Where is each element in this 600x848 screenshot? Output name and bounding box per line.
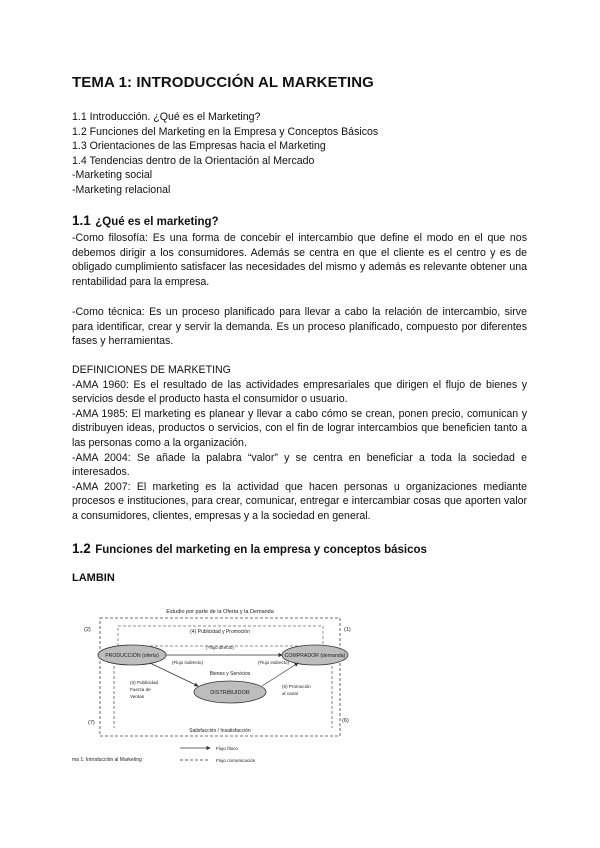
section-number: 1.2: [72, 541, 91, 556]
diagram-flujo-directo-label: (*flujo directo): [206, 645, 234, 650]
section-heading-text: Funciones del marketing en la empresa y conceptos básicos: [95, 544, 427, 556]
definition-item: -AMA 1960: Es el resultado de las actividades empresariales que dirigen el flujo de bienes y servicios desde el producto hasta el consumidor o usuario.: [72, 378, 527, 406]
section-number: 1.1: [72, 213, 91, 228]
toc-item: 1.1 Introducción. ¿Qué es el Marketing?: [72, 111, 261, 123]
definition-item: -AMA 2004: Se añade la palabra “valor” y se centra en beneficiar a toda la sociedad e interesados.: [72, 451, 527, 479]
lambin-label: LAMBIN: [72, 572, 115, 584]
diagram-publicidad-label: (4) Publicidad y Promoción: [190, 629, 250, 635]
legend-comunicacion-label: Flujo comunicación: [216, 758, 256, 763]
lambin-diagram: [70, 600, 370, 770]
label-n2: (2): [84, 627, 91, 633]
toc-item: 1.2 Funciones del Marketing en la Empresa y Conceptos Básicos: [72, 125, 379, 138]
distribuidor-label: DISTRIBUIDOR: [210, 690, 250, 696]
table-of-contents: [72, 110, 378, 198]
label-n6: (6): [342, 718, 349, 724]
definitions-block: [72, 363, 527, 524]
section-heading-1-1: [72, 212, 219, 230]
diagram-top-label: Estudio por parte de la Oferta y la Demanda: [166, 609, 274, 615]
satisfaccion-label: Satisfacción / Insatisfacción: [189, 728, 251, 734]
document-title: TEMA 1: INTRODUCCIÓN AL MARKETING: [72, 74, 374, 91]
paragraph-filosofia: -Como filosofía: Es una forma de concebir el intercambio que define el modo en el que nos debemos dirigir a los consumidores. Además se centra en que el cliente es el centro y es de obligado cumplimiento satisfacer las necesidades del mismo y además es relevante obtener una rentabilidad para la empresa.: [72, 232, 527, 288]
fuerza-ventas-line: Ventas: [130, 694, 145, 699]
diagram-svg: [70, 600, 370, 770]
legend-fisico-label: Flujo físico: [216, 746, 238, 751]
outer-frame: [100, 618, 340, 736]
toc-item: -Marketing relacional: [72, 183, 171, 196]
promocion-canal-line: al canal: [282, 691, 298, 696]
label-n1: (1): [344, 627, 351, 633]
toc-item: 1.3 Orientaciones de las Empresas hacia el Marketing: [72, 140, 326, 153]
productor-label: PRODUCCIÓN (oferta): [105, 653, 159, 659]
toc-item: 1.4 Tendencias dentro de la Orientación al Mercado: [72, 154, 315, 167]
flujo-indirecto-left: (Flujo indirecto): [172, 660, 204, 665]
bienes-servicios-label: Bienes y Servicios: [209, 671, 251, 677]
definition-item: -AMA 1985: El marketing es planear y llevar a cabo cómo se crean, ponen precio, comunican y distribuyen ideas, productos o servicios, con el fin de lograr intercambios que beneficien tanto a las personas como a la organización.: [72, 407, 527, 449]
flujo-indirecto-right: (Flujo indirecto): [258, 660, 290, 665]
fuerza-ventas-line: (3) Publicidad: [130, 680, 159, 685]
section-heading-text: ¿Qué es el marketing?: [95, 216, 219, 228]
definition-item: -AMA 2007: El marketing es la actividad que hacen personas u organizaciones mediante procesos e instituciones, para crear, comunicar, entregar e intercambiar cosas que aporten valor a consumidores, clientes, empresas y a la sociedad en general.: [72, 480, 527, 522]
flow-distribuidor-comprador: [262, 663, 298, 686]
comprador-label: COMPRADOR (demanda): [284, 653, 346, 659]
promocion-canal-line: (5) Promoción: [282, 684, 311, 689]
fuerza-ventas-line: Fuerza de: [130, 687, 151, 692]
toc-item: -Marketing social: [72, 169, 153, 182]
paragraph-tecnica: -Como técnica: Es un proceso planificado para llevar a cabo la relación de intercambio, sirve para identificar, crear y servir la demanda. Es un proceso planificado, compuesto por diferentes fases y herramientas.: [72, 306, 527, 348]
section-heading-1-2: [72, 540, 427, 558]
definitions-title: DEFINICIONES DE MARKETING: [72, 364, 231, 376]
diagram-footer: ma 1: Introducción al Marketing: [72, 757, 142, 763]
label-n7: (7): [88, 720, 95, 726]
